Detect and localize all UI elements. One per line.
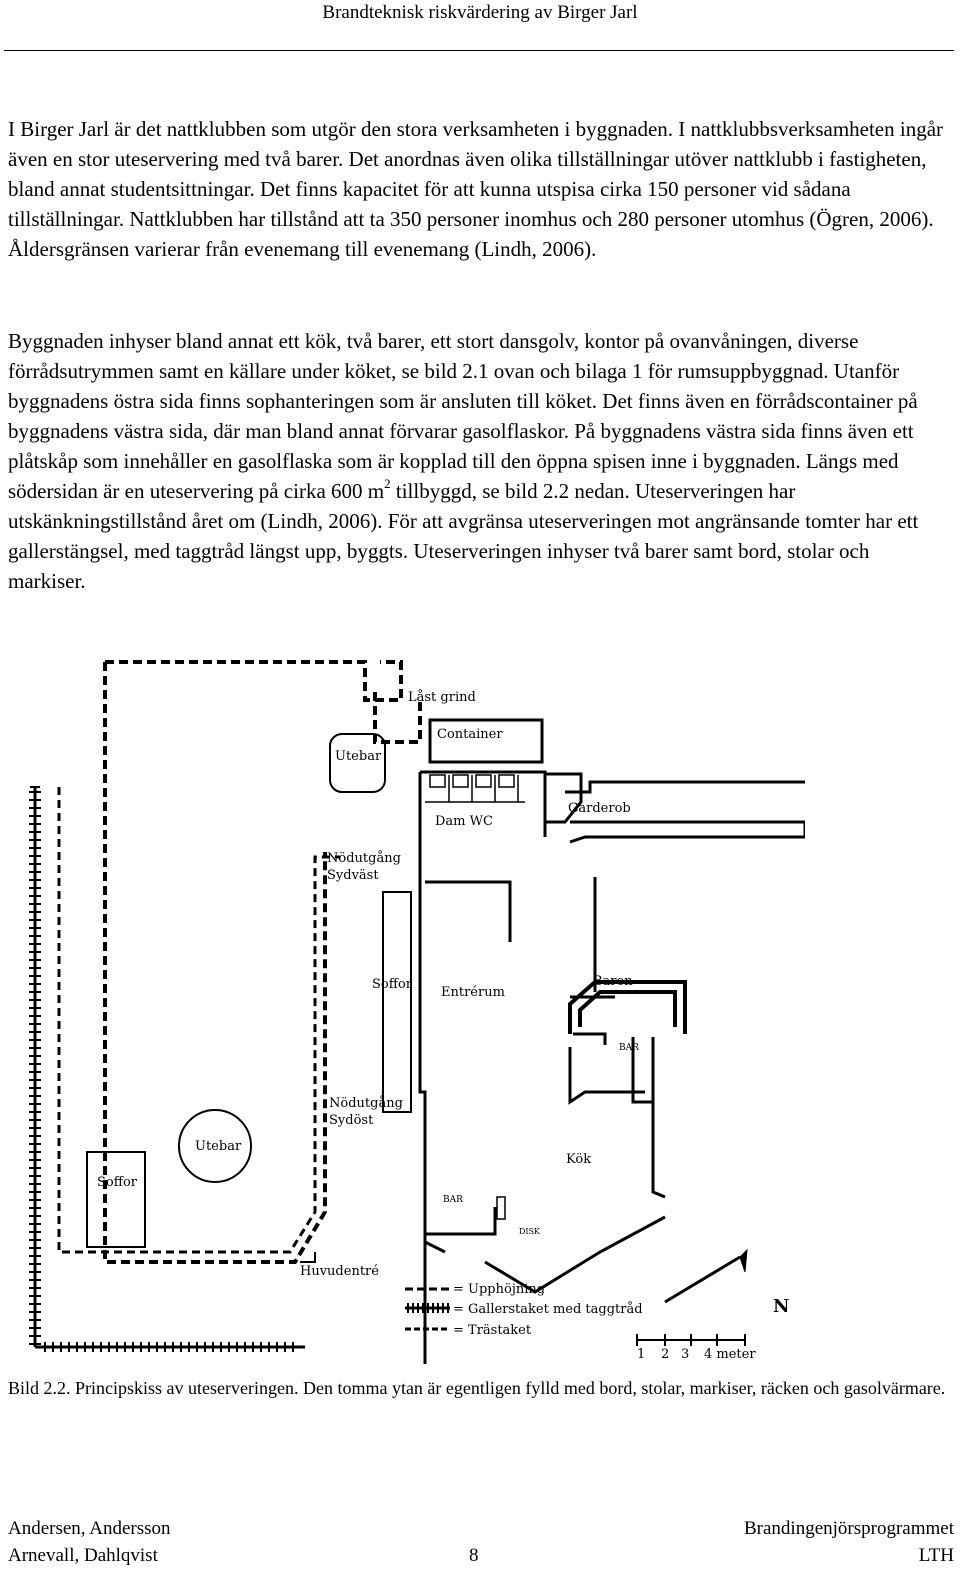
label-dam-wc: Dam WC: [435, 814, 493, 829]
page-number: 8: [469, 1545, 479, 1566]
scale-tick-2: 2: [661, 1347, 670, 1362]
label-baren: Baren: [593, 974, 633, 989]
scale-tick-1: 1: [637, 1347, 646, 1362]
label-bar-right: BAR: [619, 1043, 639, 1053]
label-nodutgang-sv-1: Nödutgång: [327, 851, 401, 866]
floor-plan-figure: [25, 652, 805, 1364]
footer-university: LTH: [918, 1545, 954, 1566]
label-bar-bottom: BAR: [443, 1195, 463, 1205]
label-utebar-top: Utebar: [335, 749, 382, 764]
wc-stalls: [425, 775, 525, 802]
label-utebar-bottom: Utebar: [195, 1139, 242, 1154]
label-garderob: Garderob: [568, 801, 631, 816]
gallerstaket-fence: [29, 787, 305, 1352]
legend-trastaket: = Trästaket: [453, 1323, 532, 1338]
paragraph-building-text-b: tillbyggd, se bild 2.2 nedan. Uteserveringen har utskänkningstillstånd året om (Lindh, 2006). För att avgränsa uteserveringen mot angränsande tomter har ett gallerstängsel, med taggtråd längst upp, byggts. Uteserveringen inhyser två barer samt bord, stolar och markiser.: [8, 479, 919, 593]
footer-authors-1: Andersen, Andersson: [8, 1518, 171, 1539]
label-container: Container: [437, 727, 503, 742]
legend-symbols: [405, 1289, 450, 1329]
label-kok: Kök: [566, 1152, 592, 1167]
soffor-rect-mid: [383, 892, 411, 1112]
label-nodutgang-so-2: Sydöst: [329, 1113, 374, 1128]
label-huvudentre: Huvudentré: [300, 1264, 379, 1279]
header-rule: [4, 50, 954, 51]
label-north: N: [773, 1296, 790, 1317]
bar-structure: [570, 982, 685, 1034]
legend-gallerstaket: = Gallerstaket med taggtråd: [453, 1302, 643, 1317]
north-arrow: [665, 1250, 747, 1302]
label-disk: DISK: [519, 1227, 541, 1236]
label-nodutgang-so-1: Nödutgång: [329, 1096, 403, 1111]
label-last-grind: Låst grind: [408, 690, 476, 705]
legend-upphojning: = Upphöjning: [453, 1282, 546, 1297]
paragraph-building-text-a: Byggnaden inhyser bland annat ett kök, två barer, ett stort dansgolv, kontor på ovanvåningen, diverse förrådsutrymmen samt en källare under köket, se bild 2.1 ovan och bilaga 1 för rumsuppbyggnad. Utanför byggnadens östra sida finns sophanteringen som är ansluten till köket. Det finns även en förrådscontainer på byggnadens västra sida, där man bland annat förvarar gasolflaskor. På byggnadens västra sida finns även ett plåtskåp som innehåller en gasolflaska som är kopplad till den öppna spisen inne i byggnaden. Längs med södersidan är en uteservering på cirka 600 m: [8, 329, 918, 503]
scale-bar: [637, 1334, 745, 1346]
label-soffor-mid: Soffor: [372, 977, 413, 992]
superscript-2: 2: [384, 476, 391, 491]
label-nodutgang-sv-2: Sydväst: [327, 868, 379, 883]
footer-authors-2: Arnevall, Dahlqvist: [8, 1545, 158, 1566]
scale-tick-3: 3: [681, 1347, 690, 1362]
label-entrerum: Entrérum: [441, 985, 505, 1000]
paragraph-intro: I Birger Jarl är det nattklubben som utgör den stora verksamheten i byggnaden. I nattklubbsverksamheten ingår även en stor uteservering med två barer. Det anordnas även olika tillställningar utöver nattklubb i fastigheten, bland annat studentsittningar. Det finns kapacitet för att kunna utspisa cirka 150 personer vid sådana tillställningar. Nattklubben har tillstånd att ta 350 personer inomhus och 280 personer utomhus (Ögren, 2006). Åldersgränsen varierar från evenemang till evenemang (Lindh, 2006).: [8, 117, 944, 261]
label-soffor-left: Soffor: [97, 1175, 138, 1190]
paragraph-building: [8, 326, 948, 596]
figure-caption: Bild 2.2. Principskiss av uteserveringen. Den tomma ytan är egentligen fylld med bord, stolar, markiser, räcken och gasolvärmare.: [8, 1378, 946, 1398]
page-header: Brandteknisk riskvärdering av Birger Jarl: [322, 2, 638, 23]
soffor-rect-left: [87, 1152, 145, 1247]
scale-tick-4: 4 meter: [704, 1347, 756, 1362]
footer-program: Brandingenjörsprogrammet: [743, 1518, 954, 1539]
